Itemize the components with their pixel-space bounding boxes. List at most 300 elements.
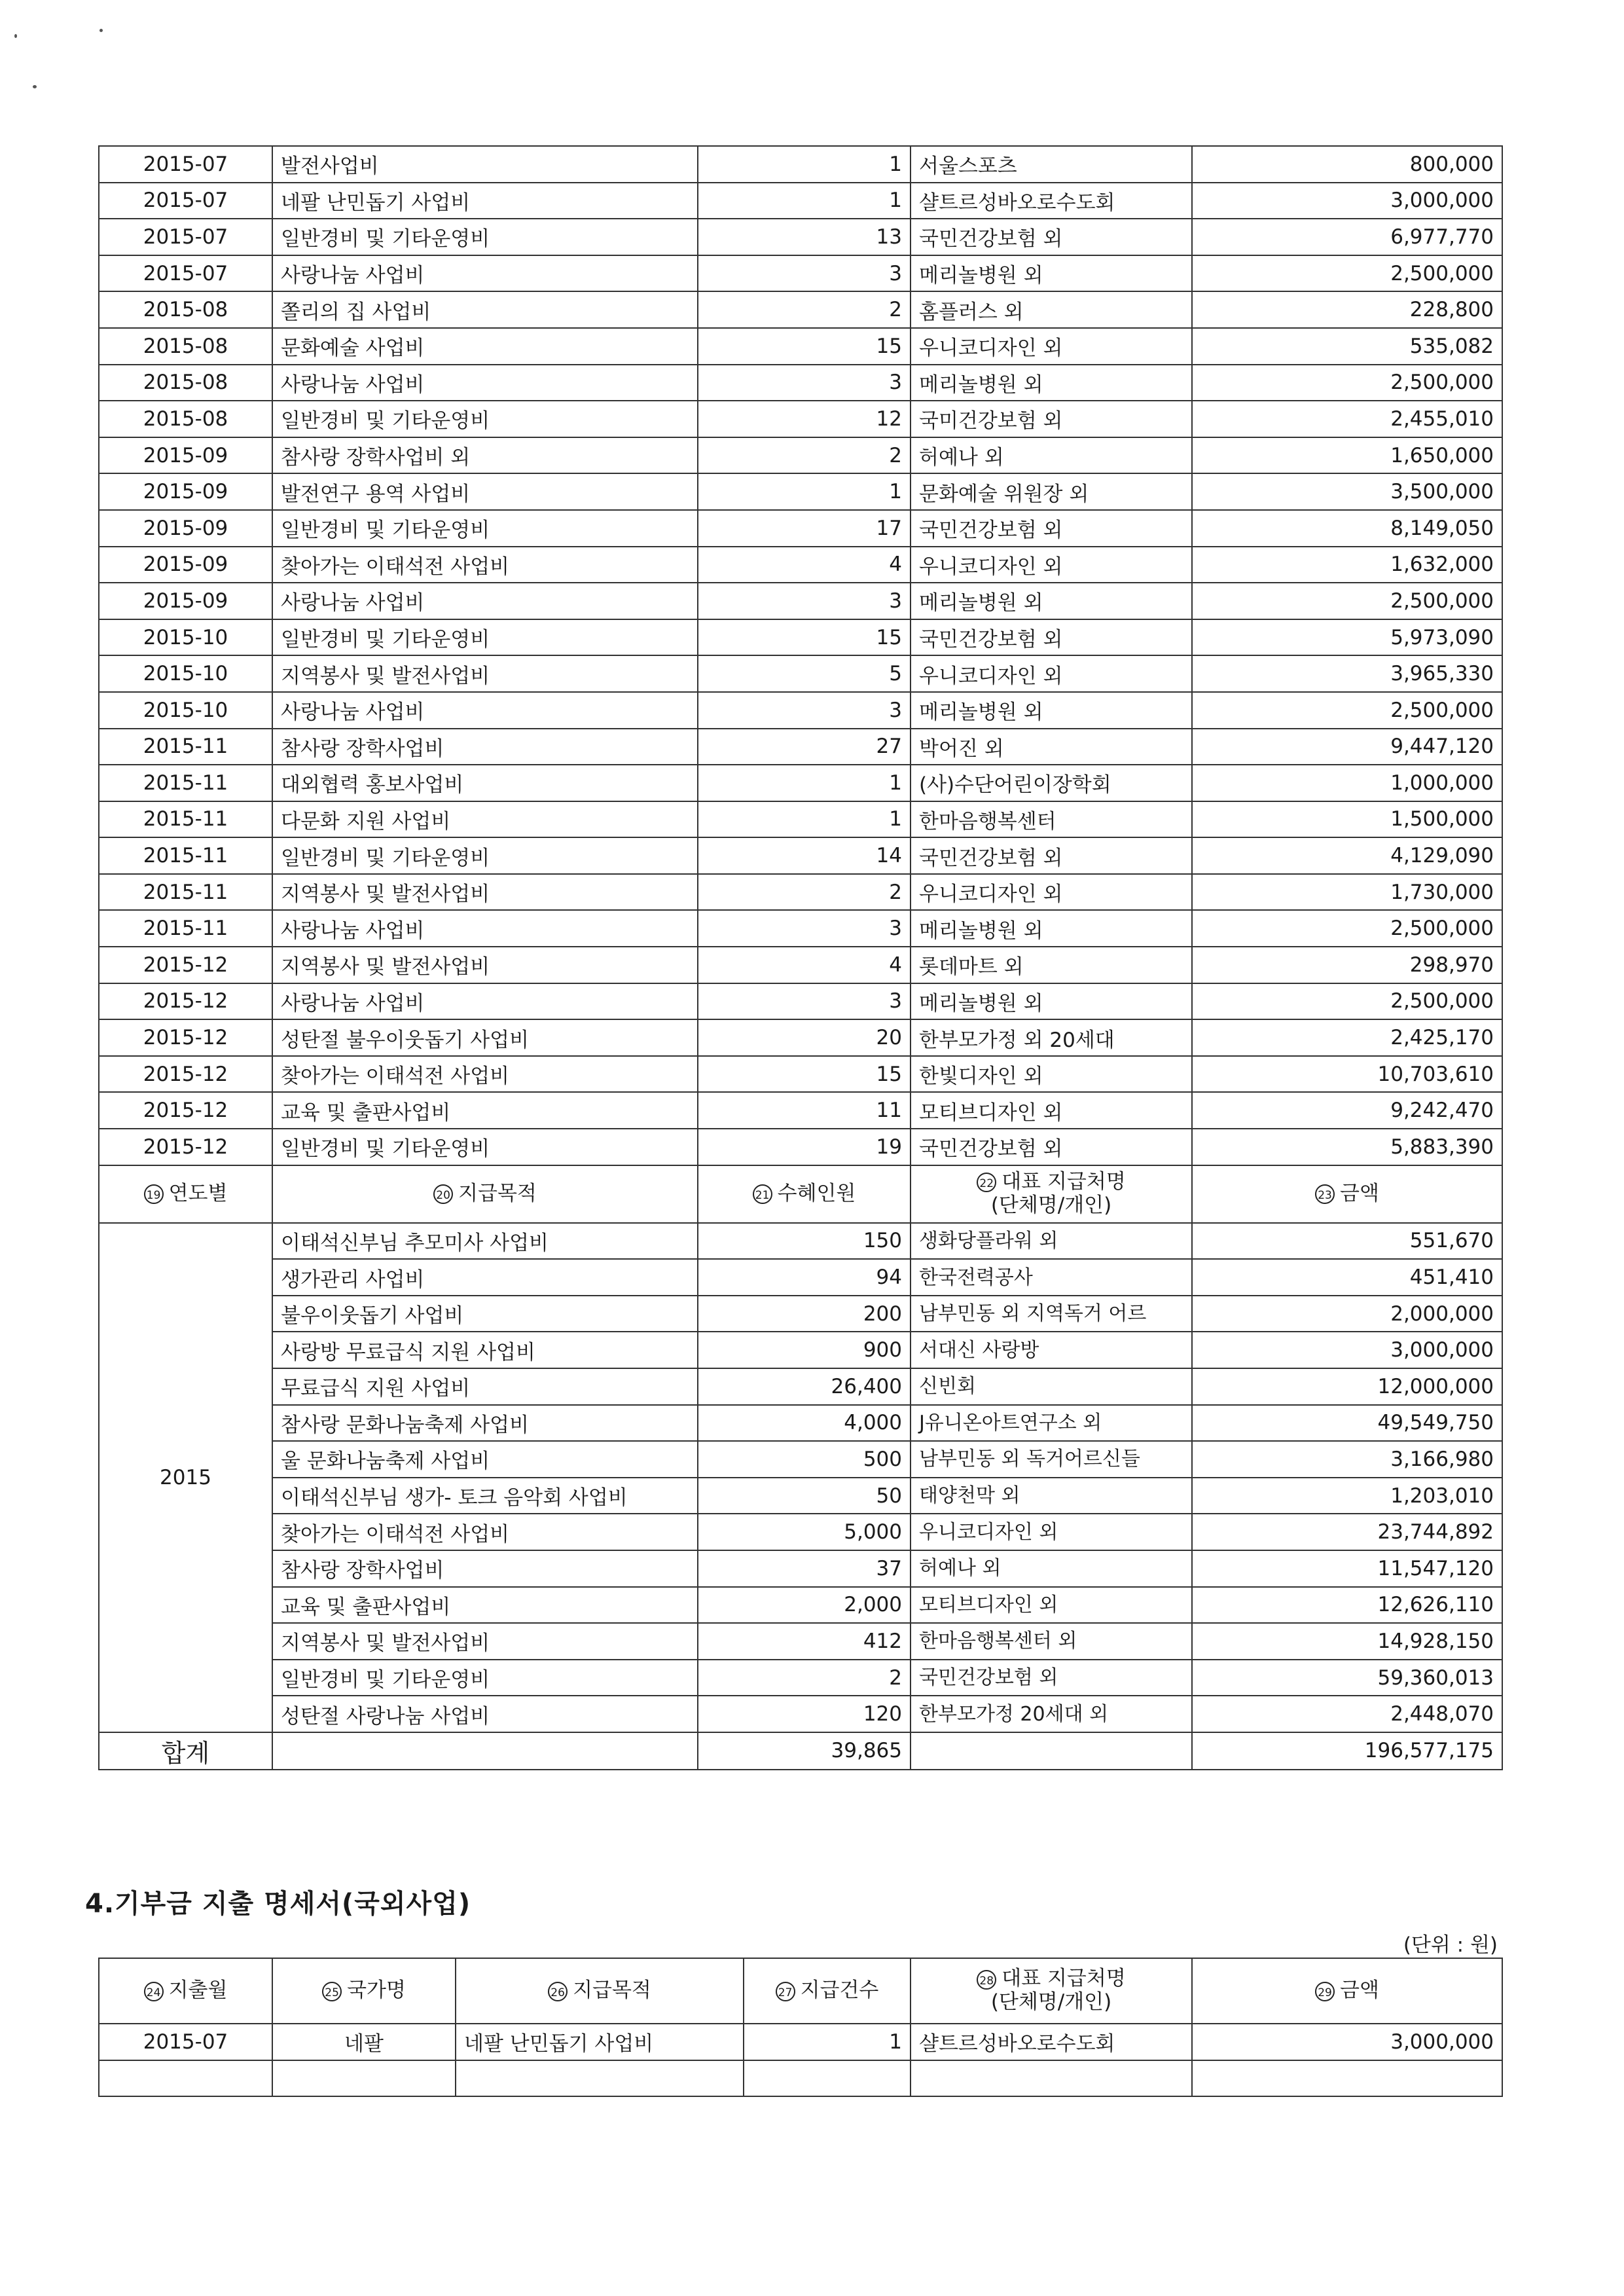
purpose-cell: 사랑나눔 사업비 [272, 983, 698, 1020]
table-row [99, 1296, 1502, 1332]
amount-cell: 228,800 [1192, 291, 1502, 328]
purpose-cell: 지역봉사 및 발전사업비 [272, 655, 698, 692]
month-cell: 2015-10 [99, 655, 272, 692]
table-row [99, 1332, 1502, 1368]
purpose-cell: 참사랑 장학사업비 [272, 729, 698, 765]
total-amount: 196,577,175 [1192, 1732, 1502, 1770]
circled-number: 22 [977, 1173, 996, 1192]
payee-cell: 생화당플라워 외 [911, 1223, 1192, 1260]
table-row [99, 1368, 1502, 1405]
purpose-cell: 생가관리 사업비 [272, 1259, 698, 1296]
col-country-header [272, 1958, 456, 2024]
amount-cell: 5,883,390 [1192, 1129, 1502, 1165]
total-beneficiaries: 39,865 [698, 1732, 911, 1770]
empty-cell [272, 2060, 456, 2097]
circled-number: 25 [322, 1982, 342, 2001]
table-row [99, 729, 1502, 765]
beneficiaries-cell: 26,400 [698, 1368, 911, 1405]
payee-cell: 모티브디자인 외 [911, 1092, 1192, 1129]
payee-cell: 서울스포츠 [911, 146, 1192, 183]
payee-cell: 박어진 외 [911, 729, 1192, 765]
purpose-cell: 사랑나눔 사업비 [272, 692, 698, 729]
purpose-cell: 이태석신부님 추모미사 사업비 [272, 1223, 698, 1260]
table-row [99, 2024, 1502, 2060]
month-cell: 2015-07 [99, 183, 272, 219]
amount-cell: 10,703,610 [1192, 1056, 1502, 1093]
beneficiaries-cell: 2 [698, 1660, 911, 1696]
overseas-header-row [99, 1958, 1502, 2024]
payee-cell: 메리놀병원 외 [911, 365, 1192, 401]
amount-cell: 3,000,000 [1192, 2024, 1502, 2060]
payee-cell: 서대신 사랑방 [911, 1332, 1192, 1368]
col-amount-header [1192, 1958, 1502, 2024]
purpose-cell: 쫄리의 집 사업비 [272, 291, 698, 328]
payee-cell: 남부민동 외 지역독거 어르 [911, 1296, 1192, 1332]
amount-cell: 3,166,980 [1192, 1441, 1502, 1478]
col-amount-label: 금액 [1340, 1978, 1379, 2003]
table-row [99, 219, 1502, 255]
payee-cell: 우니코디자인 외 [911, 874, 1192, 911]
overseas-expense-table [98, 1958, 1503, 2097]
empty-cell [911, 2060, 1192, 2097]
amount-cell: 2,500,000 [1192, 583, 1502, 619]
month-cell: 2015-09 [99, 583, 272, 619]
amount-cell: 1,500,000 [1192, 801, 1502, 838]
payee-cell: 허예나 외 [911, 1550, 1192, 1587]
scan-speck [33, 85, 37, 88]
purpose-cell: 발전연구 용역 사업비 [272, 473, 698, 510]
monthly-rows [99, 146, 1502, 1165]
count-cell: 1 [698, 146, 911, 183]
table-row [99, 692, 1502, 729]
beneficiaries-cell: 500 [698, 1441, 911, 1478]
amount-cell: 9,242,470 [1192, 1092, 1502, 1129]
table-row [99, 837, 1502, 874]
amount-cell: 4,129,090 [1192, 837, 1502, 874]
purpose-cell: 찾아가는 이태석전 사업비 [272, 547, 698, 583]
col-amount-label: 금액 [1340, 1181, 1379, 1205]
purpose-cell: 교육 및 출판사업비 [272, 1092, 698, 1129]
table-row [99, 765, 1502, 801]
total-empty-cell [911, 1732, 1192, 1770]
count-cell: 1 [698, 183, 911, 219]
overseas-rows [99, 2024, 1502, 2060]
amount-cell: 6,977,770 [1192, 219, 1502, 255]
table-row [99, 547, 1502, 583]
purpose-cell: 사랑나눔 사업비 [272, 365, 698, 401]
payee-cell: 한부모가정 20세대 외 [911, 1696, 1192, 1732]
circled-number: 23 [1315, 1184, 1335, 1204]
amount-cell: 2,000,000 [1192, 1296, 1502, 1332]
beneficiaries-cell: 120 [698, 1696, 911, 1732]
payee-cell: (사)수단어린이장학회 [911, 765, 1192, 801]
count-cell: 19 [698, 1129, 911, 1165]
month-cell: 2015-11 [99, 801, 272, 838]
amount-cell: 1,730,000 [1192, 874, 1502, 911]
payee-cell: 태양천막 외 [911, 1478, 1192, 1514]
purpose-cell: 교육 및 출판사업비 [272, 1587, 698, 1624]
table-row [99, 1478, 1502, 1514]
payee-cell: 한국전력공사 [911, 1259, 1192, 1296]
table-row [99, 655, 1502, 692]
amount-cell: 2,448,070 [1192, 1696, 1502, 1732]
table-row [99, 1696, 1502, 1732]
payee-cell: 한마음행복센터 외 [911, 1623, 1192, 1660]
month-cell: 2015-08 [99, 328, 272, 365]
count-cell: 15 [698, 328, 911, 365]
amount-cell: 59,360,013 [1192, 1660, 1502, 1696]
payee-cell: 메리놀병원 외 [911, 910, 1192, 947]
purpose-cell: 사랑나눔 사업비 [272, 255, 698, 292]
col-payee-label: 대표 지급처명 [1001, 1967, 1126, 1991]
table-row [99, 473, 1502, 510]
payee-cell: 남부민동 외 독거어르신들 [911, 1441, 1192, 1478]
count-cell: 3 [698, 692, 911, 729]
amount-cell: 1,000,000 [1192, 765, 1502, 801]
table-row [99, 583, 1502, 619]
month-cell: 2015-09 [99, 473, 272, 510]
purpose-cell: 사랑나눔 사업비 [272, 583, 698, 619]
beneficiaries-cell: 94 [698, 1259, 911, 1296]
amount-cell: 3,000,000 [1192, 1332, 1502, 1368]
table-row [99, 619, 1502, 656]
month-cell: 2015-12 [99, 1092, 272, 1129]
beneficiaries-cell: 150 [698, 1223, 911, 1260]
amount-cell: 451,410 [1192, 1259, 1502, 1296]
count-cell: 4 [698, 947, 911, 983]
scan-speck [99, 29, 103, 32]
beneficiaries-cell: 900 [698, 1332, 911, 1368]
purpose-cell: 일반경비 및 기타운영비 [272, 510, 698, 547]
table-row [99, 365, 1502, 401]
count-cell: 1 [744, 2024, 911, 2060]
payee-cell: 모티브디자인 외 [911, 1587, 1192, 1624]
month-cell: 2015-12 [99, 947, 272, 983]
total-section [99, 1732, 1502, 1770]
month-cell: 2015-11 [99, 837, 272, 874]
table-row [99, 874, 1502, 911]
purpose-cell: 참사랑 장학사업비 [272, 1550, 698, 1587]
col-payee-sublabel: (단체명/개인) [990, 1990, 1112, 2014]
table-row [99, 510, 1502, 547]
circled-number: 24 [144, 1982, 164, 2001]
count-cell: 4 [698, 547, 911, 583]
amount-cell: 1,650,000 [1192, 437, 1502, 474]
empty-cell [99, 2060, 272, 2097]
payee-cell: 국민건강보험 외 [911, 837, 1192, 874]
table-row [99, 1405, 1502, 1442]
count-cell: 15 [698, 1056, 911, 1093]
amount-cell: 12,626,110 [1192, 1587, 1502, 1624]
payee-cell: 홈플러스 외 [911, 291, 1192, 328]
domestic-expense-table [98, 145, 1503, 1770]
purpose-cell: 일반경비 및 기타운영비 [272, 401, 698, 437]
count-cell: 3 [698, 365, 911, 401]
col-purpose-label: 지급목적 [573, 1978, 651, 2003]
payee-cell: 롯데마트 외 [911, 947, 1192, 983]
amount-cell: 2,425,170 [1192, 1019, 1502, 1056]
purpose-cell: 일반경비 및 기타운영비 [272, 837, 698, 874]
yearly-rows [99, 1223, 1502, 1732]
col-payee-sublabel: (단체명/개인) [990, 1193, 1112, 1217]
amount-cell: 14,928,150 [1192, 1623, 1502, 1660]
table-row [99, 1587, 1502, 1624]
country-cell: 네팔 [272, 2024, 456, 2060]
month-cell: 2015-11 [99, 729, 272, 765]
amount-cell: 2,500,000 [1192, 255, 1502, 292]
table-row [99, 910, 1502, 947]
col-month-label: 지출월 [168, 1978, 228, 2003]
payee-cell: 국민건강보험 외 [911, 1129, 1192, 1165]
amount-cell: 535,082 [1192, 328, 1502, 365]
count-cell: 20 [698, 1019, 911, 1056]
col-year-label: 연도별 [168, 1181, 228, 1205]
payee-cell: 허예나 외 [911, 437, 1192, 474]
month-cell: 2015-12 [99, 1056, 272, 1093]
count-cell: 15 [698, 619, 911, 656]
count-cell: 27 [698, 729, 911, 765]
purpose-cell: 지역봉사 및 발전사업비 [272, 1623, 698, 1660]
amount-cell: 1,203,010 [1192, 1478, 1502, 1514]
purpose-cell: 참사랑 문화나눔축제 사업비 [272, 1405, 698, 1442]
payee-cell: 메리놀병원 외 [911, 583, 1192, 619]
amount-cell: 49,549,750 [1192, 1405, 1502, 1442]
circled-number: 27 [776, 1982, 795, 2001]
purpose-cell: 이태석신부님 생가- 토크 음악회 사업비 [272, 1478, 698, 1514]
col-beneficiaries-header [698, 1165, 911, 1223]
beneficiaries-cell: 2,000 [698, 1587, 911, 1624]
purpose-cell: 일반경비 및 기타운영비 [272, 1129, 698, 1165]
payee-cell: 한빛디자인 외 [911, 1056, 1192, 1093]
table-row [99, 437, 1502, 474]
amount-cell: 2,500,000 [1192, 910, 1502, 947]
yearly-header-row [99, 1165, 1502, 1223]
month-cell: 2015-07 [99, 219, 272, 255]
table-row [99, 1223, 1502, 1260]
col-payee-label: 대표 지급처명 [1001, 1169, 1126, 1194]
col-country-label: 국가명 [347, 1978, 406, 2003]
purpose-cell: 찾아가는 이태석전 사업비 [272, 1056, 698, 1093]
table-row [99, 183, 1502, 219]
table-row [99, 255, 1502, 292]
month-cell: 2015-08 [99, 401, 272, 437]
purpose-cell: 참사랑 장학사업비 외 [272, 437, 698, 474]
circled-number: 20 [433, 1184, 453, 1204]
count-cell: 3 [698, 983, 911, 1020]
month-cell: 2015-12 [99, 1129, 272, 1165]
amount-cell: 11,547,120 [1192, 1550, 1502, 1587]
count-cell: 11 [698, 1092, 911, 1129]
month-cell: 2015-09 [99, 547, 272, 583]
payee-cell: 우니코디자인 외 [911, 655, 1192, 692]
payee-cell: 샬트르성바오로수도회 [911, 183, 1192, 219]
amount-cell: 5,973,090 [1192, 619, 1502, 656]
total-empty-cell [272, 1732, 698, 1770]
purpose-cell: 성탄절 불우이웃돕기 사업비 [272, 1019, 698, 1056]
table-row [99, 801, 1502, 838]
count-cell: 13 [698, 219, 911, 255]
circled-number: 28 [977, 1970, 996, 1990]
amount-cell: 3,965,330 [1192, 655, 1502, 692]
payee-cell: 우니코디자인 외 [911, 547, 1192, 583]
count-cell: 5 [698, 655, 911, 692]
beneficiaries-cell: 4,000 [698, 1405, 911, 1442]
month-cell: 2015-07 [99, 146, 272, 183]
empty-cell [1192, 2060, 1502, 2097]
month-cell: 2015-08 [99, 365, 272, 401]
purpose-cell: 문화예술 사업비 [272, 328, 698, 365]
payee-cell: 국민건강보험 외 [911, 619, 1192, 656]
purpose-cell: 사랑방 무료급식 지원 사업비 [272, 1332, 698, 1368]
month-cell: 2015-11 [99, 765, 272, 801]
unit-note: (단위 : 원) [1403, 1933, 1498, 1957]
payee-cell: 국민건강보험 외 [911, 219, 1192, 255]
count-cell: 2 [698, 437, 911, 474]
col-beneficiaries-label: 수혜인원 [777, 1181, 856, 1205]
col-purpose-label: 지급목적 [458, 1181, 537, 1205]
payee-cell: 한부모가정 외 20세대 [911, 1019, 1192, 1056]
payee-cell: J유니온아트연구소 외 [911, 1405, 1192, 1442]
purpose-cell: 사랑나눔 사업비 [272, 910, 698, 947]
payee-cell: 문화예술 위원장 외 [911, 473, 1192, 510]
purpose-cell: 일반경비 및 기타운영비 [272, 1660, 698, 1696]
amount-cell: 23,744,892 [1192, 1514, 1502, 1550]
count-cell: 14 [698, 837, 911, 874]
empty-row [99, 2060, 1502, 2097]
col-month-header [99, 1958, 272, 2024]
payee-cell: 메리놀병원 외 [911, 692, 1192, 729]
purpose-cell: 지역봉사 및 발전사업비 [272, 874, 698, 911]
month-cell: 2015-09 [99, 437, 272, 474]
table-row [99, 401, 1502, 437]
count-cell: 3 [698, 583, 911, 619]
amount-cell: 2,500,000 [1192, 692, 1502, 729]
payee-cell: 메리놀병원 외 [911, 983, 1192, 1020]
payee-cell: 국민건강보험 외 [911, 1660, 1192, 1696]
payee-cell: 메리놀병원 외 [911, 255, 1192, 292]
payee-cell: 신빈회 [911, 1368, 1192, 1405]
count-cell: 3 [698, 910, 911, 947]
month-cell: 2015-07 [99, 255, 272, 292]
amount-cell: 12,000,000 [1192, 1368, 1502, 1405]
table-row [99, 983, 1502, 1020]
amount-cell: 3,500,000 [1192, 473, 1502, 510]
purpose-cell: 성탄절 사랑나눔 사업비 [272, 1696, 698, 1732]
circled-number: 21 [753, 1184, 772, 1204]
col-payee-header [911, 1958, 1192, 2024]
purpose-cell: 다문화 지원 사업비 [272, 801, 698, 838]
total-label: 합계 [99, 1732, 272, 1770]
month-cell: 2015-07 [99, 2024, 272, 2060]
amount-cell: 2,500,000 [1192, 365, 1502, 401]
col-year-header [99, 1165, 272, 1223]
table-row [99, 1092, 1502, 1129]
amount-cell: 3,000,000 [1192, 183, 1502, 219]
purpose-cell: 네팔 난민돕기 사업비 [272, 183, 698, 219]
payee-cell: 우니코디자인 외 [911, 1514, 1192, 1550]
empty-cell [744, 2060, 911, 2097]
count-cell: 2 [698, 874, 911, 911]
table-row [99, 1441, 1502, 1478]
purpose-cell: 지역봉사 및 발전사업비 [272, 947, 698, 983]
circled-number: 19 [144, 1184, 164, 1204]
table-row [99, 1550, 1502, 1587]
empty-cell [456, 2060, 744, 2097]
table-row [99, 291, 1502, 328]
amount-cell: 1,632,000 [1192, 547, 1502, 583]
purpose-cell: 무료급식 지원 사업비 [272, 1368, 698, 1405]
month-cell: 2015-10 [99, 692, 272, 729]
col-payee-header [911, 1165, 1192, 1223]
beneficiaries-cell: 5,000 [698, 1514, 911, 1550]
amount-cell: 551,670 [1192, 1223, 1502, 1260]
purpose-cell: 네팔 난민돕기 사업비 [456, 2024, 744, 2060]
table-row [99, 947, 1502, 983]
year-cell: 2015 [99, 1223, 272, 1732]
col-purpose-header [272, 1165, 698, 1223]
count-cell: 17 [698, 510, 911, 547]
amount-cell: 800,000 [1192, 146, 1502, 183]
table-row [99, 146, 1502, 183]
purpose-cell: 일반경비 및 기타운영비 [272, 219, 698, 255]
payee-cell: 우니코디자인 외 [911, 328, 1192, 365]
purpose-cell: 불우이웃돕기 사업비 [272, 1296, 698, 1332]
amount-cell: 2,455,010 [1192, 401, 1502, 437]
purpose-cell: 울 문화나눔축제 사업비 [272, 1441, 698, 1478]
purpose-cell: 발전사업비 [272, 146, 698, 183]
table-row [99, 328, 1502, 365]
month-cell: 2015-10 [99, 619, 272, 656]
month-cell: 2015-12 [99, 1019, 272, 1056]
month-cell: 2015-11 [99, 910, 272, 947]
table-row [99, 1056, 1502, 1093]
payee-cell: 샬트르성바오로수도회 [911, 2024, 1192, 2060]
count-cell: 1 [698, 473, 911, 510]
col-amount-header [1192, 1165, 1502, 1223]
col-purpose-header [456, 1958, 744, 2024]
amount-cell: 2,500,000 [1192, 983, 1502, 1020]
yearly-header [99, 1165, 1502, 1223]
beneficiaries-cell: 37 [698, 1550, 911, 1587]
scan-speck [14, 34, 17, 38]
payee-cell: 한마음행복센터 [911, 801, 1192, 838]
month-cell: 2015-11 [99, 874, 272, 911]
table-row [99, 1019, 1502, 1056]
count-cell: 2 [698, 291, 911, 328]
count-cell: 3 [698, 255, 911, 292]
purpose-cell: 대외협력 홍보사업비 [272, 765, 698, 801]
month-cell: 2015-12 [99, 983, 272, 1020]
total-row [99, 1732, 1502, 1770]
table-row [99, 1660, 1502, 1696]
circled-number: 29 [1315, 1982, 1335, 2001]
count-cell: 1 [698, 765, 911, 801]
table-row [99, 1129, 1502, 1165]
amount-cell: 298,970 [1192, 947, 1502, 983]
circled-number: 26 [548, 1982, 568, 2001]
beneficiaries-cell: 50 [698, 1478, 911, 1514]
purpose-cell: 일반경비 및 기타운영비 [272, 619, 698, 656]
table-row [99, 1623, 1502, 1660]
payee-cell: 국미건강보험 외 [911, 401, 1192, 437]
section-title: 4.기부금 지출 명세서(국외사업) [85, 1889, 471, 1919]
payee-cell: 국민건강보험 외 [911, 510, 1192, 547]
purpose-cell: 찾아가는 이태석전 사업비 [272, 1514, 698, 1550]
col-count-header [744, 1958, 911, 2024]
beneficiaries-cell: 200 [698, 1296, 911, 1332]
count-cell: 12 [698, 401, 911, 437]
col-count-label: 지급건수 [800, 1978, 879, 2003]
